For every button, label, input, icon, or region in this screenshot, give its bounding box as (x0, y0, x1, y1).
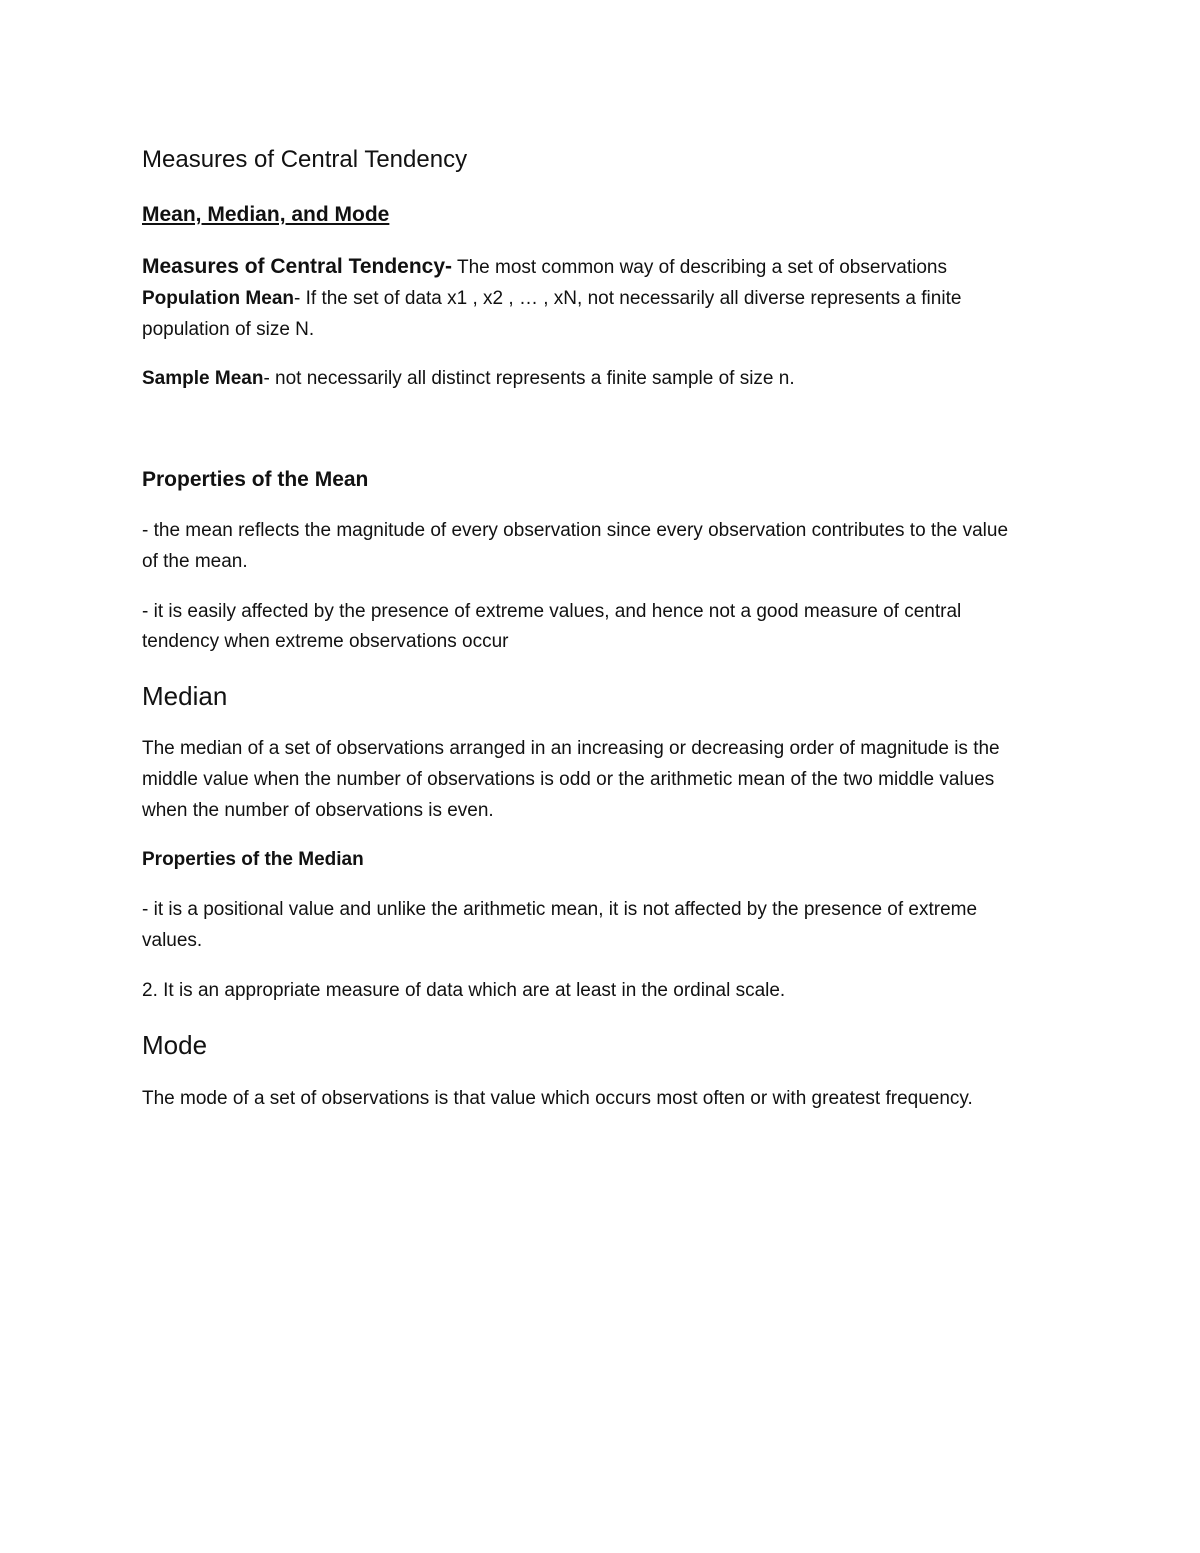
population-mean-line-2: population of size N. (142, 319, 315, 340)
page-title: Measures of Central Tendency (142, 146, 468, 173)
mode-heading: Mode (142, 1030, 208, 1060)
sample-mean-term: Sample Mean (142, 368, 264, 389)
population-mean-text: - If the set of data x1 , x2 , … , xN, not necessarily all diverse represents a finite (294, 288, 962, 309)
sample-mean-text: - not necessarily all distinct represents a finite sample of size n. (263, 368, 795, 389)
properties-mean-item2-line1: - it is easily affected by the presence of extreme values, and hence not a good measure of central (142, 601, 962, 622)
properties-median-item1-line2: values. (142, 930, 203, 951)
population-mean-line-1 (142, 287, 961, 311)
sample-mean-paragraph (142, 367, 795, 391)
properties-median-item2: 2. It is an appropriate measure of data which are at least in the ordinal scale. (142, 980, 786, 1001)
median-heading: Median (142, 681, 228, 711)
median-line3: when the number of observations is even. (142, 800, 494, 821)
mode-text: The mode of a set of observations is that value which occurs most often or with greatest frequency. (142, 1088, 973, 1109)
population-mean-term: Population Mean (142, 288, 294, 309)
properties-median-item1-line1: - it is a positional value and unlike the arithmetic mean, it is not affected by the presence of extreme (142, 899, 978, 920)
intro-paragraph (142, 255, 947, 280)
properties-median-heading: Properties of the Median (142, 849, 364, 870)
intro-term: Measures of Central Tendency- (142, 255, 453, 278)
intro-definition: The most common way of describing a set of observations (452, 257, 947, 278)
properties-mean-item2-line2: tendency when extreme observations occur (142, 631, 509, 652)
properties-mean-heading: Properties of the Mean (142, 468, 369, 491)
page-subtitle: Mean, Median, and Mode (142, 203, 390, 226)
properties-mean-item1-line1: - the mean reflects the magnitude of every observation since every observation contributes to the value (142, 520, 1009, 541)
median-line2: middle value when the number of observations is odd or the arithmetic mean of the two middle values (142, 769, 995, 790)
median-line1: The median of a set of observations arranged in an increasing or decreasing order of magnitude is the (142, 738, 1000, 759)
properties-mean-item1-line2: of the mean. (142, 551, 248, 572)
